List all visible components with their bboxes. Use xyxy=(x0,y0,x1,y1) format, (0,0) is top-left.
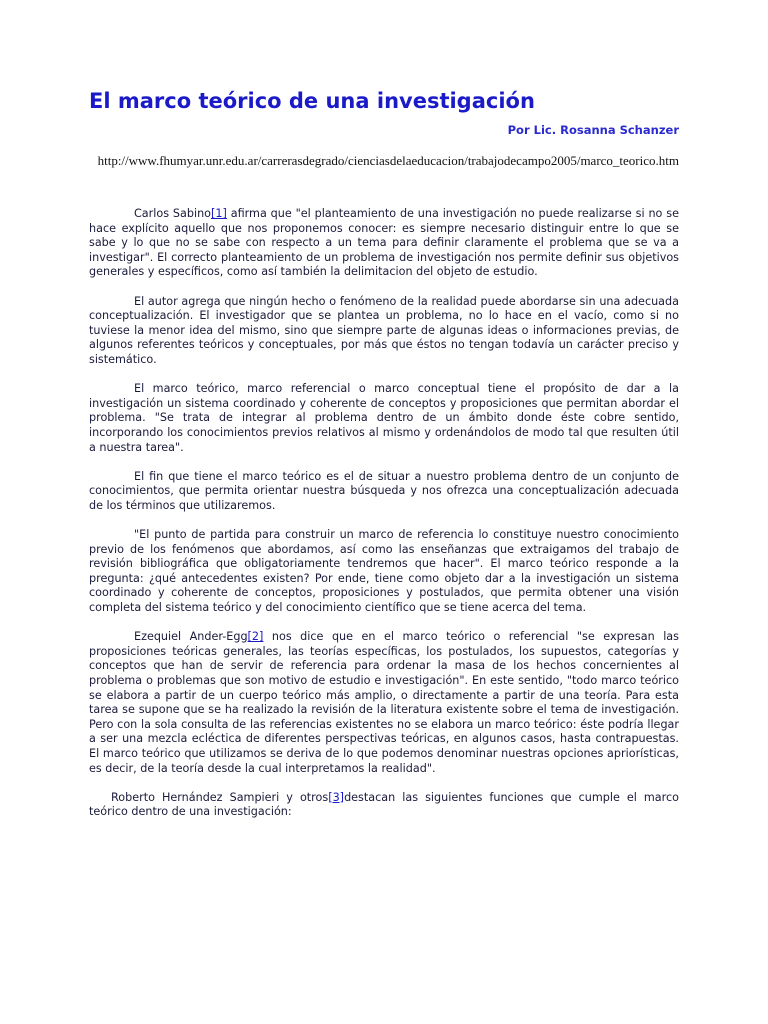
paragraph-5: "El punto de partida para construir un marco de referencia lo constituye nuestro conocimiento previo de los fenómenos que abordamos, así como las enseñanzas que extraigamos del trabajo de revisión bibliográfica que obligatoriamente tendremos que hacer". El marco teórico responde a la pregunta: ¿qué antecedentes existen? Por ende, tiene como objeto dar a la investigación un sistema coordinado y coherente de conceptos, proposiciones y postulados, que permita obtener una visión completa del sistema teórico y del conocimiento científico que se tiene acerca del tema. xyxy=(89,528,679,615)
author-line: Por Lic. Rosanna Schanzer xyxy=(507,123,679,137)
paragraph-1 xyxy=(89,207,679,280)
paragraph-7-start: Roberto Hernández Sampieri y otros xyxy=(111,790,329,804)
paragraph-1-rest: afirma que "el planteamiento de una investigación no puede realizarse si no se hace explícito aquello que nos proponemos conocer: es siempre necesario distinguir entre lo que se sabe y lo que no se sabe con respecto a un tema para definir claramente el problema que se va a investigar". El correcto planteamiento de un problema de investigación nos permite definir sus objetivos generales y específicos, como así también la delimitacion del objeto de estudio. xyxy=(89,207,679,279)
footnote-link-3[interactable]: [3] xyxy=(328,790,345,804)
paragraph-7-rest: destacan las siguientes funciones que cumple el marco teórico dentro de una investigación: xyxy=(89,790,679,819)
body-text xyxy=(89,207,679,820)
paragraph-6-start: Ezequiel Ander-Egg xyxy=(134,630,248,644)
source-url: http://www.fhumyar.unr.edu.ar/carrerasdegrado/cienciasdelaeducacion/trabajodecampo2005/marco_teorico.htm xyxy=(97,153,679,168)
paragraph-1-start: Carlos Sabino xyxy=(134,207,212,220)
footnote-link-2[interactable]: [2] xyxy=(247,630,264,644)
paragraph-6 xyxy=(89,630,679,776)
paragraph-3: El marco teórico, marco referencial o marco conceptual tiene el propósito de dar a la investigación un sistema coordinado y coherente de conceptos y proposiciones que permitan abordar el problema. "Se trata de integrar al problema dentro de un ámbito donde éste cobre sentido, incorporando los conocimientos previos relativos al mismo y ordenándolos de modo tal que resulten útil a nuestra tarea". xyxy=(89,382,679,454)
paragraph-6-rest: nos dice que en el marco teórico o referencial "se expresan las proposiciones teóricas generales, las teorías específicas, los postulados, los supuestos, categorías y conceptos que han de servir de referencia para ordenar la masa de los hechos concernientes al problema o problemas que son motivo de estudio e investigación". En este sentido, "todo marco teórico se elabora a partir de un cuerpo teórico más amplio, o directamente a partir de una teoría. Para esta tarea se supone que se ha realizado la revisión de la literatura existente sobre el tema de investigación. Pero con la sola consulta de las referencias existentes no se elabora un marco teórico: éste podría llegar a ser una mezcla ecléctica de diferentes perspectivas teóricas, en algunos casos, hasta contrapuestas. El marco teórico que utilizamos se deriva de lo que podemos denominar nuestras opciones apriorísticas, es decir, de la teoría desde la cual interpretamos la realidad". xyxy=(89,630,679,775)
footnote-link-1[interactable]: [1] xyxy=(211,207,227,220)
paragraph-4: El fin que tiene el marco teórico es el de situar a nuestro problema dentro de un conjunto de conocimientos, que permita orientar nuestra búsqueda y nos ofrezca una conceptualización adecuada de los términos que utilizaremos. xyxy=(89,469,679,512)
paragraph-7 xyxy=(89,791,679,820)
document-title: El marco teórico de una investigación xyxy=(89,89,535,113)
paragraph-2: El autor agrega que ningún hecho o fenómeno de la realidad puede abordarse sin una adecuada conceptualización. El investigador que se plantea un problema, no lo hace en el vacío, como si no tuviese la menor idea del mismo, sino que siempre parte de algunas ideas o informaciones previas, de algunos referentes teóricos y conceptuales, por más que éstos no tengan todavía un carácter preciso y sistemático. xyxy=(89,294,679,366)
